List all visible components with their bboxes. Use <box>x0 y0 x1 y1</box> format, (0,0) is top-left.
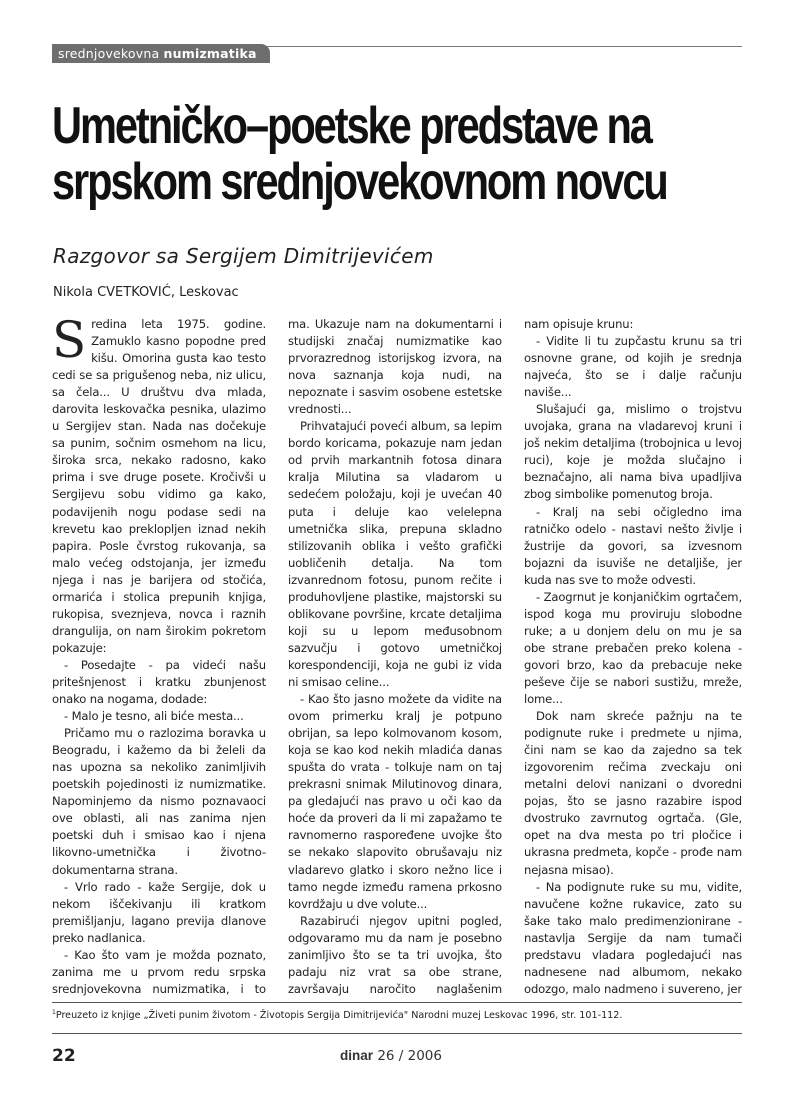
paragraph: - Kao što jasno možete da vidite na ovom primerku kralj je potpuno obrijan, sa lepo kolmovanom kosom, koja se kao kod nekih mladića danas spušta do vrata - tolkuje nam on taj prekrasni snimak Milutinovog dinara, pa gledajući nas pravo u oči kao da hoće da proveri da li mi zapažamo te ravnomerno raspoređene uvojke što se nekako slapovito obrušavaju niz vladarevo glatko i skoro nežno lice i tamo negde između ramena prkosno kovrdžaju u dve volute... <box>288 692 502 911</box>
footnote-text: Preuzeto iz knjige „Živeti punim životom - Životopis Sergija Dimitrijevića" Narodni muzej Leskovac 1996, str. 101-112. <box>55 1010 623 1022</box>
article-title <box>52 97 667 211</box>
paragraph: - Kralj na sebi očigledno ima ratničko odelo - nastavi nešto življe i žustrije da govori, sa izvesnom bojazni da isuviše ne detaljiše, jer kuda nas sve to može odvesti. <box>524 504 742 587</box>
text-column-3 <box>524 316 742 996</box>
paragraph: Dok nam skreće pažnju na te podignute ruke i predmete u njima, čini nam se kao da zajedno sa tek izgovorenim rečima zveckaju oni metalni delovi nanizani o dvoredni pojas, što se jasno razabire ispod dvostruko zavrnutog ogrtača. (Gle, opet na dva mesta po tri pločice i ukrasna predmeta, kopče - prođe nam nejasna misao). <box>524 709 742 877</box>
paragraph: - Vrlo rado - kaže Sergije, dok u nekom iščekivanju ili kratkom premišljanju, lagano previja dlanove preko nadlanica. <box>52 879 266 945</box>
drop-cap: S <box>52 316 87 369</box>
article-title-line1: Umetničko–poetske predstave na <box>52 97 651 155</box>
paragraph: Slušajući ga, mislimo o trojstvu uvojaka, grana na vladarevoj kruni i još nekim detaljima (trobojnica u levoj ruci), koje je možda slučajno i beznačajno, ali nama biva upadljiva zbog simbolike pomenutog broja. <box>524 402 742 502</box>
paragraph: Pričamo mu o razlozima boravka u Beogradu, i kažemo da bi želeli da nas upozna sa nekoliko zanimljivih poetskih pojedinosti iz numizmatike. Napominjemo da nismo poznavaoci ove oblasti, ali nas zanima njen poetski duh i smisao kao i njena likovno-umetnička i životno-dokumentarna strana. <box>52 726 266 877</box>
issue-number: 26 / 2006 <box>377 1048 442 1064</box>
article-author: Nikola CVETKOVIĆ, Leskovac <box>53 285 239 300</box>
paragraph: nam opisuje krunu: <box>524 317 634 331</box>
section-label-bold: numizmatika <box>163 46 257 61</box>
section-label: srednjovekovna <box>58 46 160 61</box>
article-subtitle: Razgovor sa Sergijem Dimitrijevićem <box>53 244 434 268</box>
paragraph <box>52 316 266 657</box>
paragraph: Razabirući njegov upitni pogled, odgovaramo mu da nam je posebno zanimljivo što se ta tri uvojka, što padaju niz vrat sa obe strane, završavaju naročito naglašenim <box>288 913 502 996</box>
paragraph: ma. Ukazuje nam na dokumentarni i studijski značaj numizmatike kao prvorazrednog istorijskog izvora, na nova saznanja koja nudi, na nepoznate i sasvim osobene estetske vrednosti... <box>288 317 502 417</box>
section-header-tab <box>52 44 270 63</box>
paragraph: - Zaogrnut je konjaničkim ogrtačem, ispod koga mu proviruju slobodne ruke; a u donjem delu on mu je sa obe strane prebačen preko kolena - govori brzo, kao da prebacuje neke peševe čije se nabori sustižu, mreže, lome... <box>524 589 742 707</box>
footnote <box>52 1009 622 1021</box>
paragraph: - Vidite li tu zupčastu krunu sa tri osnovne grane, od kojih je srednja najveća, što se i dalje računju naviše... <box>524 334 742 400</box>
footnote-marker: 1 <box>52 1009 56 1016</box>
journal-name: dinar <box>340 1048 374 1063</box>
journal-issue <box>340 1048 442 1064</box>
page-number: 22 <box>52 1046 76 1066</box>
paragraph-text: redina leta 1975. godine. Zamuklo kasno popodne pred kišu. Omorina gusta kao testo cedi se sa prigušenog neba, niz ulicu, sa čela... U društvu dva mlada, darovita leskovačka pesnika, ulazimo u Sergijev stan. Nada nas dočekuje sa punim, sočnim osmehom na licu, široka srca, nekako radosno, kako prima i sve druge posete. Kročivši u Sergijevu sobu vidimo ga kako, podavijenih nogu podase sedi na krevetu kao preklopljen iznad nekih papira. Posle čvrstog rukovanja, sa malo većeg odstojanja, jer između njega i nas je barijera od stočića, ormarića i stolica prepunih knjiga, rukopisa, sveznjeva, novca i raznih drangulija, on nam širokim pokretom pokazuje: <box>52 317 266 655</box>
footnote-rule <box>52 1002 742 1003</box>
article-title-line2: srpskom srednjovekovnom novcu <box>52 153 667 211</box>
paragraph: - Malo je tesno, ali biće mesta... <box>64 709 244 724</box>
text-column-1 <box>52 316 266 996</box>
paragraph: - Kao što vam je možda poznato, zanima me u prvom redu srpska srednjovekovna numizmatika, i to <box>52 947 266 996</box>
paragraph: - Posedajte - pa videći našu pritešnjenost i kratku zbunjenost onako na nogama, dodade: <box>52 657 266 707</box>
footer-rule <box>52 1033 742 1034</box>
text-column-2 <box>288 316 502 996</box>
paragraph: - Na podignute ruke su mu, vidite, navučene kožne rukavice, zato su šake tako malo predimenzionirane - nastavlja Sergije da nam tumači predstavu vladara pogledajući nas nadnesene nad albumom, nekako odozgo, malo nadmeno i suvereno, jer <box>524 879 742 996</box>
paragraph: Prihvatajući poveći album, sa lepim bordo koricama, pokazuje nam jedan od prvih markantnih fotosa dinara kralja Milutina sa vladarom u sedećem položaju, koji je uvećan 40 puta i deluje kao velelepna umetnička slika, prepuna skladno stilizovanih oblika i vešto grafički uobličenih detalja. Na tom izvanrednom fotosu, punom rečite i produhovljene plastike, majstorski su oblikovane površine, krcate detaljima koji su u lepom međusobnom sazvučju i gotovo umetničkoj korespondenciji, koja ne gubi iz vida ni smisao celine... <box>288 419 502 689</box>
